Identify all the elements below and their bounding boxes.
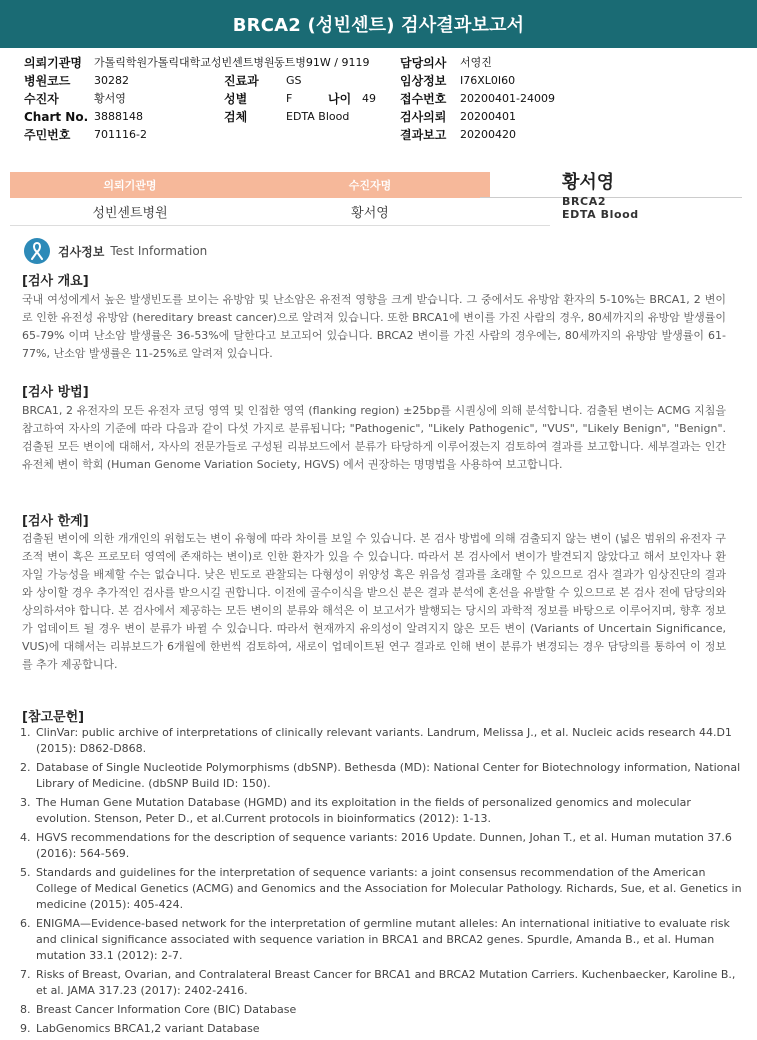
chart-no-label: Chart No.	[24, 110, 89, 124]
institution-cell: 성빈센트병원	[92, 206, 168, 221]
resident-no-label: 주민번호	[24, 128, 71, 142]
clinical-info-label: 임상정보	[400, 74, 447, 88]
sex-label: 성별	[224, 92, 248, 106]
patient-info-header-row	[10, 172, 490, 198]
patient-summary-specimen: EDTA Blood	[562, 208, 639, 221]
department-label: 진료과	[224, 74, 259, 88]
doctor-value: 서영진	[460, 56, 492, 69]
patient-info-value-row	[10, 198, 550, 226]
ward-value: 동트병91W / 9119	[274, 56, 370, 69]
requesting-institution-value: 가톨릭학원가톨릭대학교성빈센트병원	[94, 56, 275, 69]
sex-value: F	[286, 92, 293, 105]
clinical-info-value: I76XL0I60	[460, 74, 516, 87]
patient-summary	[562, 168, 742, 221]
reference-item: 6. ENIGMA—Evidence-based network for the interpretation of germline mutant alleles: An international initiative to evaluate risk and clinical significance associated with sequence variation in BRCA1 and BRCA2 genes. Spurdle, Amanda B., et al. Human mutation 33.1 (2012): 2-7.	[20, 917, 730, 962]
reference-item: 1. ClinVar: public archive of interpretations of clinically relevant variants. Landrum, Melissa J., et al. Nucleic acids research 44.D1 (2015): D862-D868.	[20, 726, 732, 755]
receipt-no-value: 20200401-24009	[460, 92, 555, 105]
report-date-value: 20200420	[460, 128, 516, 141]
chart-no-value: 3888148	[94, 110, 143, 123]
method-heading: [검사 방법]	[22, 385, 89, 400]
request-date-value: 20200401	[460, 110, 516, 123]
specimen-label: 검체	[224, 110, 248, 124]
receipt-no-label: 접수번호	[400, 92, 447, 106]
department-value: GS	[286, 74, 302, 87]
report-title: BRCA2 (성빈센트) 검사결과보고서	[0, 0, 757, 48]
hospital-code-value: 30282	[94, 74, 129, 87]
institution-column-header: 의뢰기관명	[103, 179, 157, 192]
report-date-label: 결과보고	[400, 128, 447, 142]
patient-summary-gene: BRCA2	[562, 195, 607, 208]
patient-value: 황서영	[94, 92, 126, 105]
patient-name-cell: 황서영	[351, 206, 389, 221]
overview-text: 국내 여성에게서 높은 발생빈도를 보이는 유방암 및 난소암은 유전적 영향을 크게 받습니다. 그 중에서도 유방암 환자의 5-10%는 BRCA1, 2 변이로 인한 유전성 유방암 (hereditary breast cancer)으로 알려져 있습니다. 또한 BRCA1에 변이를 가진 사람의 경우, 80세까지의 유방암 발생률이 65-79% 이며 난소암 발생률은 36-53%에 달한다고 보고되어 있습니다. BRCA2 변이를 가진 사람의 경우에는, 80세까지의 유방암 발생률이 61-77%, 난소암 발생률은 11-25%로 알려져 있습니다.	[22, 293, 726, 360]
specimen-value: EDTA Blood	[286, 110, 350, 123]
hospital-code-label: 병원코드	[24, 74, 71, 88]
references-heading: [참고문헌]	[22, 710, 85, 725]
reference-item: 7. Risks of Breast, Ovarian, and Contralateral Breast Cancer for BRCA1 and BRCA2 Mutation Carriers. Kuchenbaecker, Karoline B., et al. JAMA 317.23 (2017): 2402-2416.	[20, 968, 736, 997]
test-info-label-ko: 검사정보	[58, 244, 105, 259]
limitations-heading: [검사 한계]	[22, 514, 89, 529]
patient-info-table	[10, 172, 550, 226]
reference-item: 3. The Human Gene Mutation Database (HGMD) and its exploitation in the fields of personalized genomics and molecular evolution. Stenson, Peter D., et al.Current protocols in bioinformatics (2012): 1-13.	[20, 796, 691, 825]
references-list	[20, 725, 745, 1040]
limitations-text: 검출된 변이에 의한 개개인의 위험도는 변이 유형에 따라 차이를 보일 수 있습니다. 본 검사 방법에 의해 검출되지 않는 변이 (넓은 범위의 유전자 구조적 변이 혹은 프로모터 영역에 존재하는 변이)로 인한 환자가 있을 수 있습니다. 따라서 본 검사에서 변이가 발견되지 않았다고 해서 보인자나 환자일 가능성을 배제할 수는 없습니다. 낮은 빈도로 관찰되는 다형성이 위양성 혹은 위음성 결과를 초래할 수 있으므로 검사 결과가 임상진단의 결과와 상이할 경우 추가적인 검사를 받으시길 권합니다. 이전에 골수이식을 받으신 분은 결과 분석에 혼선을 유발할 수 있으므로 본 검사 전에 담당의와 상의하셔야 합니다. 본 검사에서 제공하는 모든 변이의 분류와 해석은 이 보고서가 발행되는 당시의 과학적 정보를 바탕으로 이루어지며, 향후 정보가 업데이트 될 경우 변이 분류가 바뀔 수 있습니다. 따라서 현재까지 유의성이 알려지지 않은 모든 변이 (Variants of Uncertain Significance, VUS)에 대해서는 리뷰보드가 6개월에 한번씩 검토하여, 새로이 업데이트된 연구 결과로 인해 변이 분류가 변경되는 경우 담당의를 통하여 이 정보를 추가 제공합니다.	[22, 532, 726, 671]
patient-label: 수진자	[24, 92, 59, 106]
ribbon-icon	[24, 238, 50, 264]
overview-heading: [검사 개요]	[22, 274, 89, 289]
age-value: 49	[362, 92, 376, 105]
requesting-institution-label: 의뢰기관명	[24, 56, 82, 70]
test-info-heading	[24, 238, 207, 264]
method-text: BRCA1, 2 유전자의 모든 유전자 코딩 영역 및 인접한 영역 (flanking region) ±25bp를 시퀀싱에 의해 분석합니다. 검출된 변이는 ACMG 지침을 참고하여 자사의 기준에 따라 다음과 같이 다섯 가지로 분류됩니다; "Pathogenic", "Likely Pathogenic", "VUS", "Likely Benign", "Benign". 검출된 모든 변이에 대해서, 자사의 전문가들로 구성된 리뷰보드에서 분류가 타당하게 이루어졌는지 검토하여 결과를 보고합니다. 세부결과는 인간 유전체 변이 학회 (Human Genome Variation Society, HGVS) 에서 권장하는 명명법을 사용하여 보고합니다.	[22, 404, 726, 471]
reference-item: 5. Standards and guidelines for the interpretation of sequence variants: a joint consensus recommendation of the American College of Medical Genetics (ACMG) and Genomics and the Association for Molecular Pathology. Richards, Sue, et al. Genetics in medicine (2015): 405-424.	[20, 866, 742, 911]
patient-name-column-header: 수진자명	[348, 179, 392, 192]
test-info-label-en: Test Information	[110, 244, 208, 258]
doctor-label: 담당의사	[400, 56, 447, 70]
resident-no-value: 701116-2	[94, 128, 147, 141]
patient-summary-name: 황서영	[562, 172, 615, 193]
reference-item: 4. HGVS recommendations for the description of sequence variants: 2016 Update. Dunnen, Johan T., et al. Human mutation 37.6 (2016): 564-569.	[20, 831, 732, 860]
request-date-label: 검사의뢰	[400, 110, 447, 124]
age-label: 나이	[328, 92, 352, 106]
reference-item: 2. Database of Single Nucleotide Polymorphisms (dbSNP). Bethesda (MD): National Center for Biotechnology information, National Library of Medicine. (dbSNP Build ID: 150).	[20, 761, 741, 790]
reference-item: 9. LabGenomics BRCA1,2 variant Database	[20, 1022, 260, 1035]
reference-item: 8. Breast Cancer Information Core (BIC) Database	[20, 1003, 297, 1016]
